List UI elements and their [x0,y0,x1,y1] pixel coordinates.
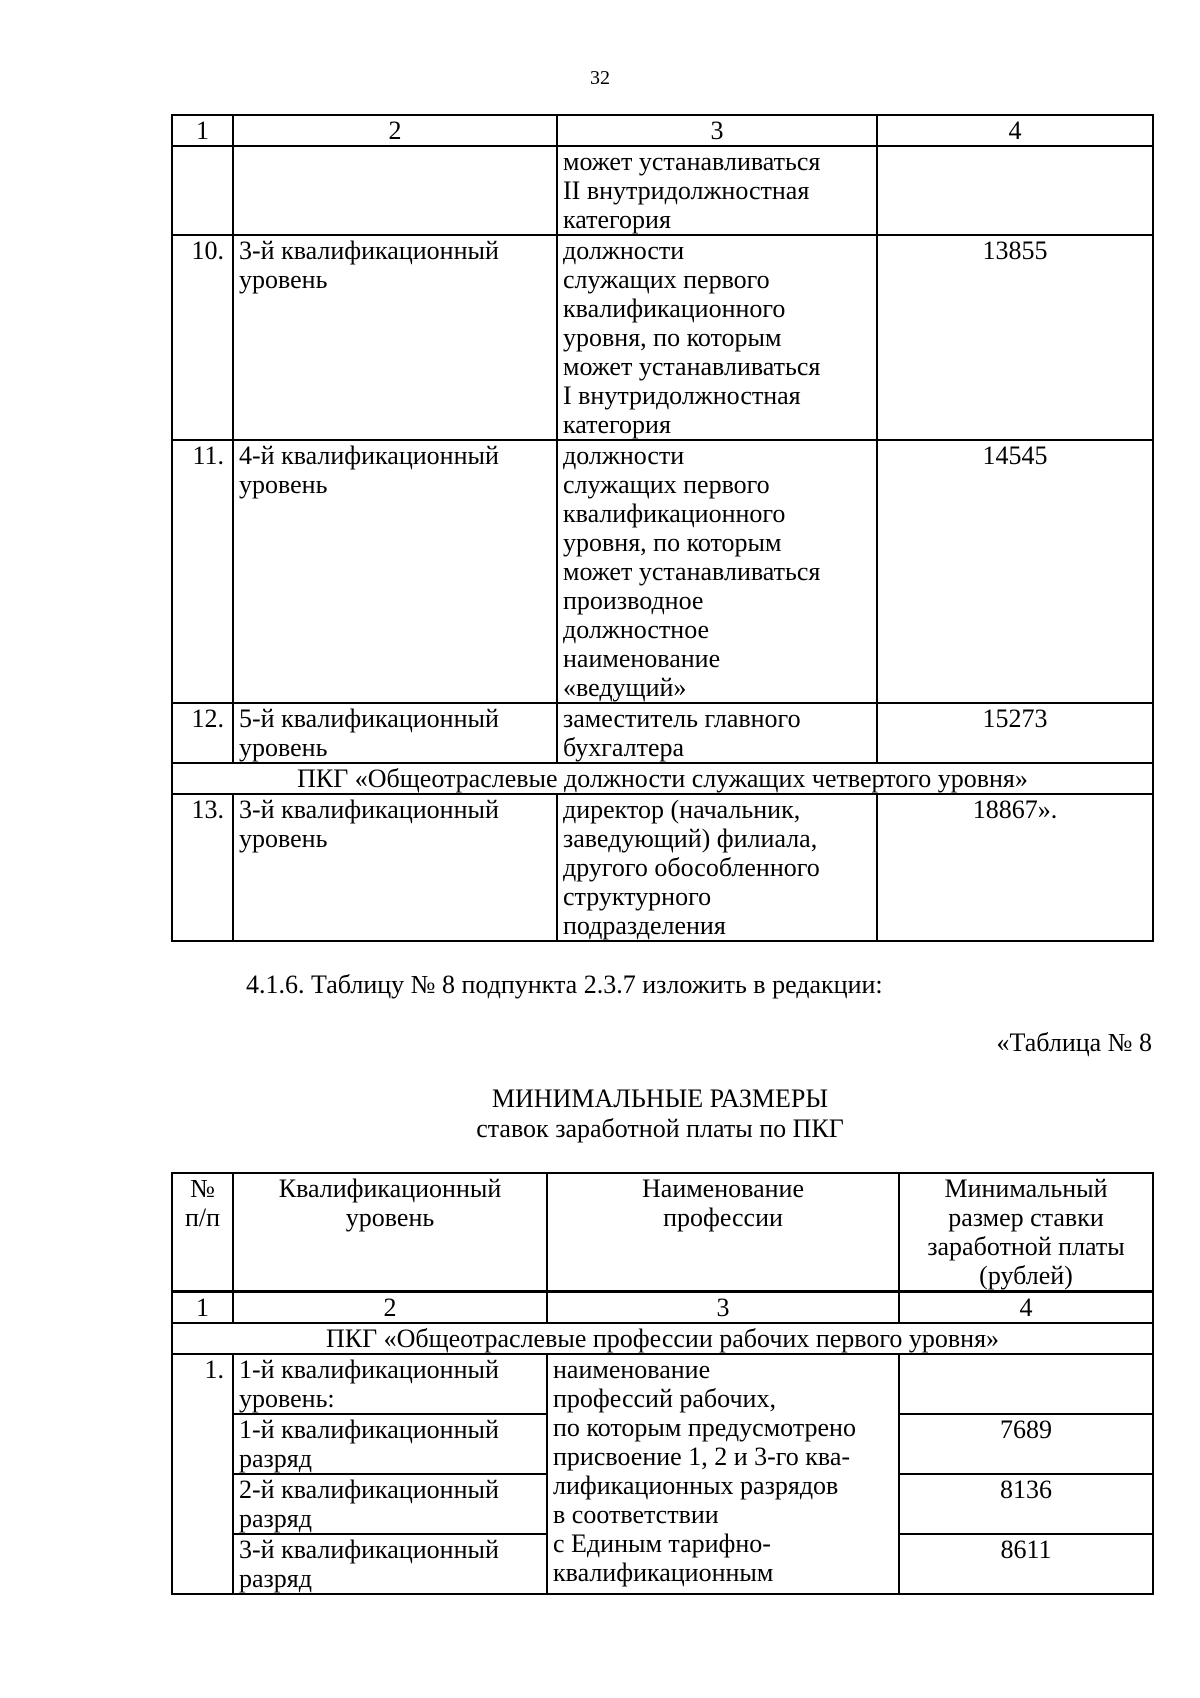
qualification-level-cell: 5-й квалификационный уровень [233,703,557,763]
group-heading: ПКГ «Общеотраслевые профессии рабочих первого уровня» [172,1323,1153,1354]
table-row [172,146,1153,235]
qualification-level-cell: 1-й квалификационный уровень: [233,1354,547,1414]
header-number: № п/п [172,1173,233,1292]
qualification-grade-cell: 2-й квалификационный разряд [233,1474,547,1534]
rate-value-cell: 8611 [899,1534,1153,1594]
table-caption: «Таблица № 8 [996,1028,1152,1057]
rate-value-cell [899,1354,1153,1414]
column-number-3: 3 [557,115,877,146]
column-number-4: 4 [899,1292,1153,1324]
minimum-rates-table [171,1172,1154,1595]
position-name-cell: должности служащих первого квалификационного уровня, по которым может устанавливаться I внутридолжностная категория [557,235,877,440]
column-number-1: 1 [172,1292,233,1324]
salary-table-continued [171,114,1154,942]
group-row [172,1323,1153,1354]
salary-value-cell: 18867». [877,794,1153,941]
row-number: 12. [172,703,233,763]
salary-value-cell: 14545 [877,440,1153,703]
qualification-level-cell: 3-й квалификационный уровень [233,794,557,941]
qualification-grade-cell: 1-й квалификационный разряд [233,1414,547,1474]
group-row [172,763,1153,794]
table-header-row [172,115,1153,146]
column-number-row [172,1292,1153,1324]
column-number-1: 1 [172,115,233,146]
rate-value-cell: 7689 [899,1414,1153,1474]
qualification-level-cell: 3-й квалификационный уровень [233,235,557,440]
profession-name-cell: наименование профессий рабочих, по которым предусмотрено присвоение 1, 2 и 3-го ква- лификационных разрядов в соответствии с Единым тарифно- квалификационным [547,1354,899,1594]
table-row [172,1354,1153,1414]
table-subtitle: ставок заработной платы по ПКГ [476,1114,844,1143]
page-number: 32 [590,67,610,89]
table-row [172,703,1153,763]
table-row [172,440,1153,703]
amendment-paragraph: 4.1.6. Таблицу № 8 подпункта 2.3.7 изложить в редакции: [246,970,883,999]
row-number: 10. [172,235,233,440]
position-name-cell: должности служащих первого квалификационного уровня, по которым может устанавливаться производное должностное наименование «ведущий» [557,440,877,703]
table-header-row [172,1173,1153,1292]
column-number-4: 4 [877,115,1153,146]
salary-value-cell: 13855 [877,235,1153,440]
qualification-grade-cell: 3-й квалификационный разряд [233,1534,547,1594]
table-row [172,794,1153,941]
header-qualification-level: Квалификационный уровень [233,1173,547,1292]
row-number: 13. [172,794,233,941]
continued-position-cell: может устанавливаться II внутридолжностная категория [557,146,877,235]
position-name-cell: заместитель главного бухгалтера [557,703,877,763]
group-heading: ПКГ «Общеотраслевые должности служащих четвертого уровня» [172,763,1153,794]
salary-value-cell: 15273 [877,703,1153,763]
row-number: 11. [172,440,233,703]
rate-value-cell: 8136 [899,1474,1153,1534]
column-number-2: 2 [233,115,557,146]
table-title: МИНИМАЛЬНЫЕ РАЗМЕРЫ [491,1084,829,1113]
header-minimum-rate: Минимальный размер ставки заработной платы (рублей) [899,1173,1153,1292]
row-number: 1. [172,1354,233,1594]
column-number-2: 2 [233,1292,547,1324]
qualification-level-cell: 4-й квалификационный уровень [233,440,557,703]
position-name-cell: директор (начальник, заведующий) филиала, другого обособленного структурного подразделения [557,794,877,941]
header-profession-name: Наименование профессии [547,1173,899,1292]
table-row [172,235,1153,440]
column-number-3: 3 [547,1292,899,1324]
